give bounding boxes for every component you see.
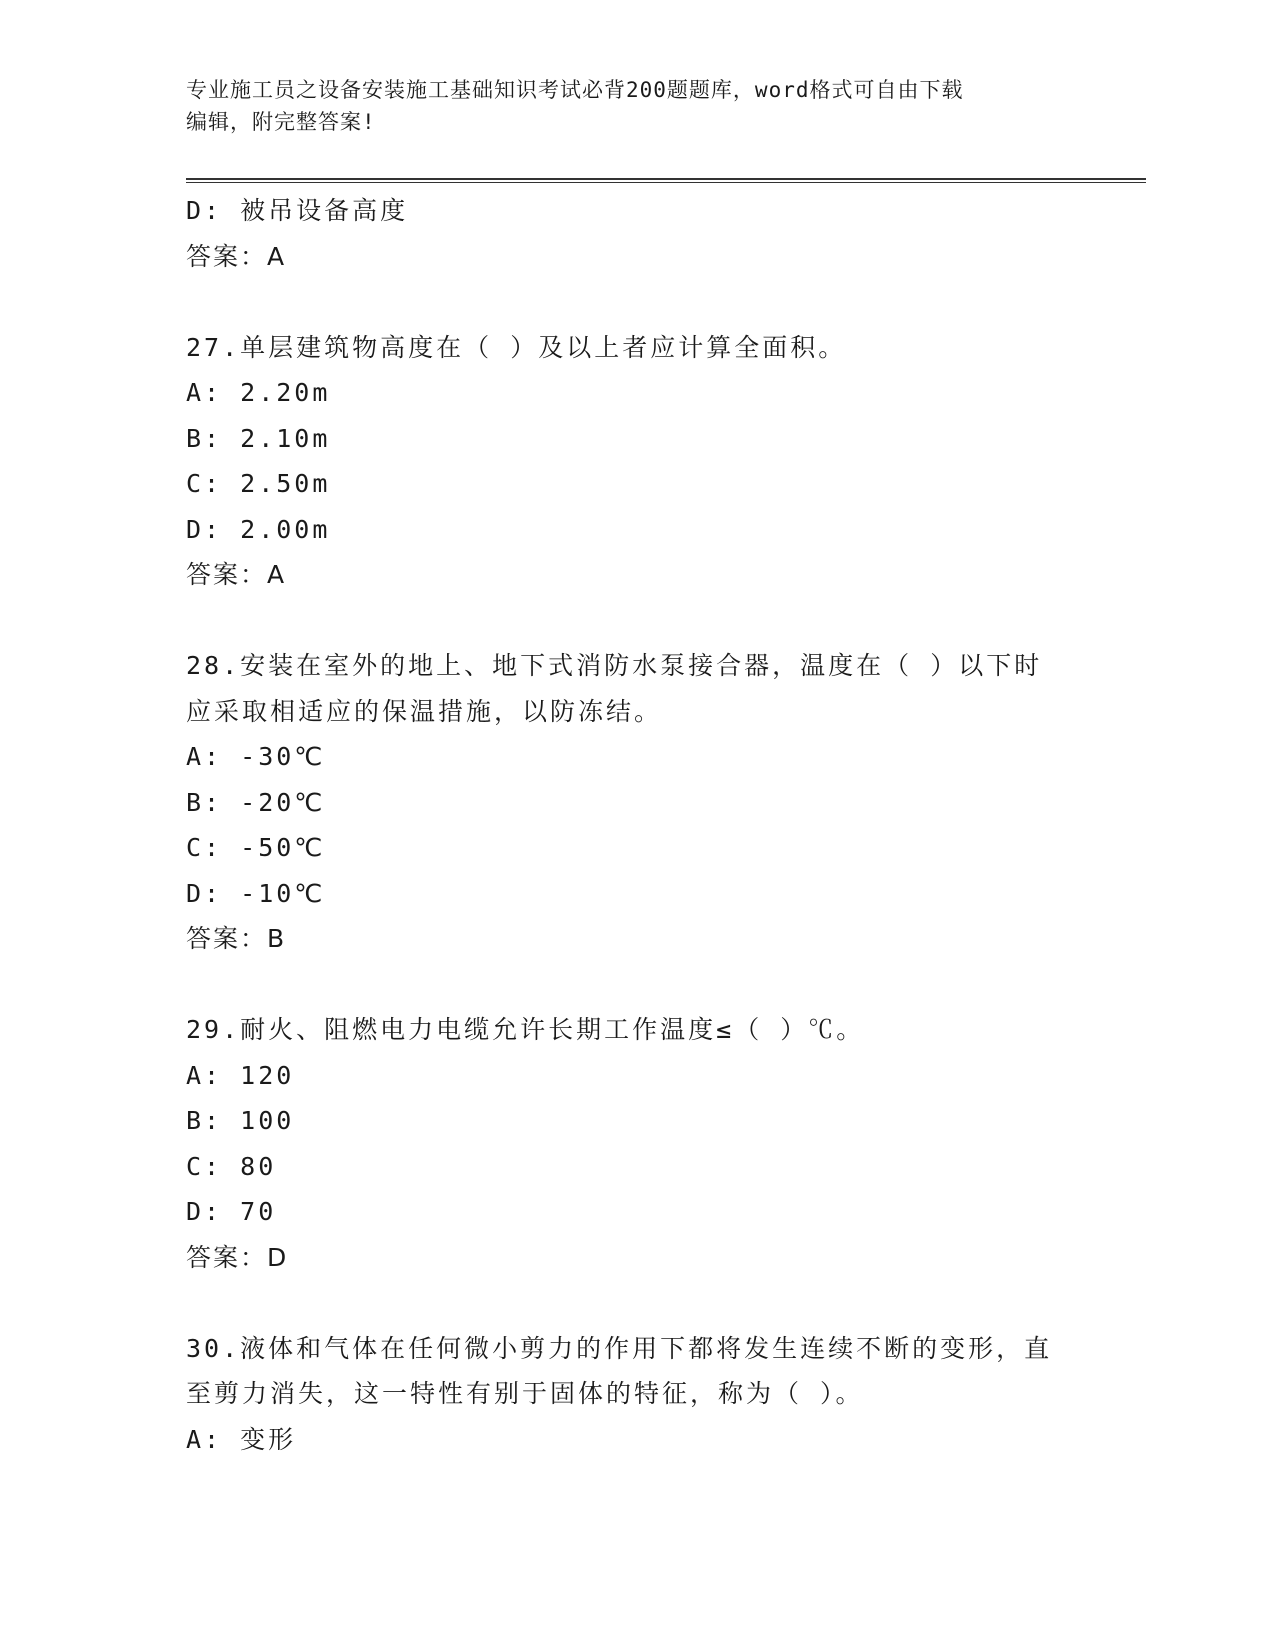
- question-stem: 29.耐火、阻燃电力电缆允许长期工作温度≤（ ）℃。: [186, 1015, 865, 1044]
- document-page: [186, 0, 1146, 1650]
- question-stem: 30.液体和气体在任何微小剪力的作用下都将发生连续不断的变形，直: [186, 1333, 1053, 1363]
- header-line-2: 编辑，附完整答案!: [186, 110, 376, 134]
- prev-answer: 答案：A: [186, 241, 287, 271]
- question-stem: 27.单层建筑物高度在（ ）及以上者应计算全面积。: [186, 332, 847, 362]
- option-b: B: -20℃: [186, 787, 326, 817]
- option-c: C: -50℃: [186, 833, 326, 862]
- option-a: A: 120: [186, 1060, 295, 1090]
- option-d: D: 70: [186, 1197, 277, 1226]
- question-28: [186, 643, 1086, 962]
- option-b: B: 100: [186, 1106, 295, 1135]
- option-d: D: 2.00m: [186, 514, 331, 544]
- answer: 答案：A: [186, 560, 287, 589]
- option-d: D: -10℃: [186, 878, 326, 908]
- header-divider: [186, 178, 1146, 183]
- question-stem-cont: 应采取相适应的保温措施，以防冻结。: [186, 696, 663, 726]
- spacer: [186, 598, 1086, 644]
- question-30: [186, 1326, 1086, 1463]
- header-line-1: 专业施工员之设备安装施工基础知识考试必背200题题库，word格式可自由下载: [186, 78, 964, 102]
- question-29: [186, 1007, 1086, 1280]
- question-stem: 28.安装在室外的地上、地下式消防水泵接合器，温度在（ ）以下时: [186, 651, 1043, 680]
- spacer: [186, 1280, 1086, 1326]
- spacer: [186, 279, 1086, 325]
- answer: 答案：B: [186, 924, 287, 953]
- prev-option-d: D: 被吊设备高度: [186, 196, 409, 225]
- option-c: C: 2.50m: [186, 469, 331, 498]
- spacer: [186, 962, 1086, 1008]
- document-header: [186, 74, 1066, 138]
- question-stem-cont: 至剪力消失，这一特性有别于固体的特征，称为（ ）。: [186, 1379, 864, 1408]
- option-a: A: 2.20m: [186, 378, 331, 407]
- option-a: A: -30℃: [186, 742, 326, 771]
- answer: 答案：D: [186, 1242, 289, 1272]
- option-a: A: 变形: [186, 1424, 297, 1454]
- option-b: B: 2.10m: [186, 423, 331, 453]
- question-list: [186, 188, 1086, 1462]
- question-27: [186, 325, 1086, 598]
- option-c: C: 80: [186, 1151, 277, 1181]
